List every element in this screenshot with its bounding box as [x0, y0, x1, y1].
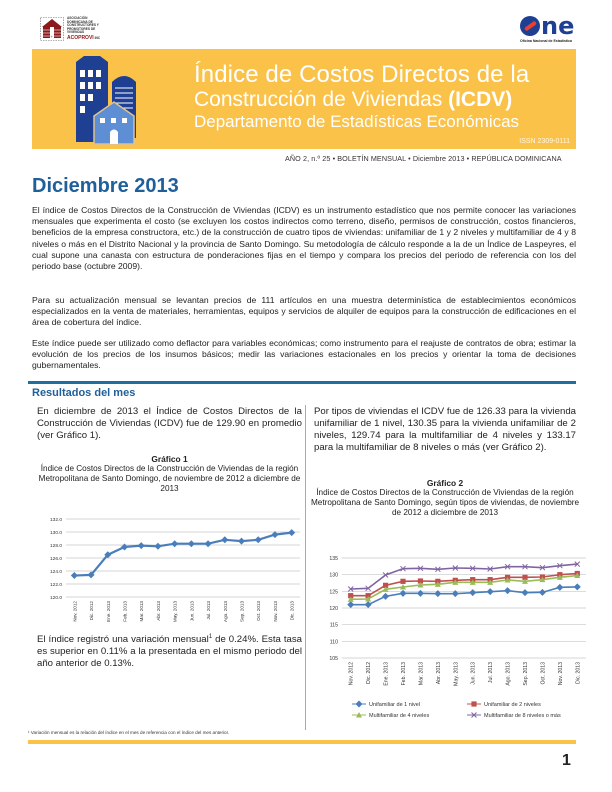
- footnote: ¹ Variación mensual es la relación del índice en el mes de referencia con el índice del mes anterior.: [28, 730, 230, 735]
- svg-text:120: 120: [329, 606, 338, 612]
- svg-text:Mar. 2013: Mar. 2013: [418, 662, 425, 686]
- svg-text:Abr. 2013: Abr. 2013: [155, 601, 161, 621]
- svg-text:Unifamiliar de 2 niveles: Unifamiliar de 2 niveles: [484, 702, 541, 708]
- svg-text:Dic. 2012: Dic. 2012: [366, 662, 373, 684]
- svg-text:+: +: [50, 34, 53, 39]
- acoprovi-house-icon: [40, 17, 64, 41]
- figure1-subtitle: Índice de Costos Directos de la Construcción de Viviendas de la región Metropolitana de Santo Domingo, de noviembre de 2012 a diciembre de 2013: [38, 464, 301, 493]
- svg-text:130: 130: [329, 572, 338, 579]
- department-title: Departamento de Estadísticas Económicas: [194, 112, 520, 131]
- svg-text:122.0: 122.0: [49, 583, 62, 588]
- one-logo: [520, 14, 600, 50]
- methodology-paragraph: Para su actualización mensual se levantan precios de 111 artículos en una muestra determinística de establecimientos económicos especializados en la venta de materiales, herramientas, equipos y servicios de alquiler de equipos para la construcción de edificaciones en el área de cobertura del índice.: [32, 295, 576, 328]
- svg-text:115: 115: [329, 622, 338, 629]
- svg-text:Dic. 2012: Dic. 2012: [89, 601, 95, 621]
- svg-text:Nov. 2012: Nov. 2012: [348, 662, 355, 686]
- usage-paragraph: Este índice puede ser utilizado como deflactor para variables económicas; como instrumento para el reajuste de contratos de obra; estimar la evolución de los precios de los insumos básicos; medir las variaciones estacionales en los precios y orientar la toma de decisiones gubernamentales.: [32, 338, 576, 371]
- svg-text:124.0: 124.0: [49, 570, 62, 575]
- acoprovi-suffix: INC: [94, 35, 101, 40]
- svg-text:Feb. 2013: Feb. 2013: [122, 601, 128, 622]
- svg-text:Multifamiliar de 8 niveles o m: Multifamiliar de 8 niveles o más: [484, 713, 561, 719]
- section-divider: [28, 381, 576, 384]
- figure2-title: Gráfico 2: [426, 478, 464, 488]
- svg-text:126.0: 126.0: [49, 557, 62, 562]
- footer-bar: [28, 740, 576, 744]
- svg-text:Jul. 2013: Jul. 2013: [488, 662, 495, 684]
- svg-text:Sep. 2013: Sep. 2013: [239, 601, 245, 622]
- svg-text:Abr. 2013: Abr. 2013: [435, 662, 442, 685]
- results-heading: Resultados del mes: [32, 387, 136, 399]
- page-number: 1: [562, 752, 571, 769]
- figure2-subtitle: Índice de Costos Directos de la Construcción de Viviendas de la región Metropolitana de Santo Domingo, según tipos de viviendas, de noviembre de 2012 a diciembre de 2013: [310, 488, 580, 517]
- svg-text:Oct. 2013: Oct. 2013: [540, 662, 547, 685]
- svg-text:Ago. 2013: Ago. 2013: [222, 601, 228, 622]
- acoprovi-name: ASOCIACIÓN DOMINICANA DE CONSTRUCTORES Y PROMOTORES DE VIVIENDAS: [67, 16, 99, 35]
- svg-text:Sep. 2013: Sep. 2013: [523, 662, 529, 686]
- acoprovi-brand: ACOPROVI: [67, 34, 94, 41]
- title-acronym: (ICDV): [448, 88, 513, 111]
- title-line-2-text: Construcción de Viviendas: [194, 88, 443, 111]
- svg-text:Nov. 2013: Nov. 2013: [557, 662, 564, 686]
- variation-text-b: de 0.24%. Esta tasa es superior en 0.11% a la presentada en el mismo periodo del año anterior de 0.13%.: [37, 634, 302, 670]
- svg-text:May. 2013: May. 2013: [453, 662, 460, 686]
- svg-text:Ene. 2013: Ene. 2013: [105, 601, 111, 622]
- svg-text:135: 135: [329, 556, 338, 562]
- chart-icdv-by-type: [329, 540, 590, 719]
- svg-text:Jul. 2013: Jul. 2013: [206, 601, 212, 620]
- svg-text:Ago. 2013: Ago. 2013: [505, 662, 512, 686]
- svg-text:Jun. 2013: Jun. 2013: [470, 662, 477, 685]
- svg-text:120.0: 120.0: [49, 596, 62, 601]
- results-left-text: En diciembre de 2013 el Índice de Costos Directos de la Construcción de Viviendas (ICDV) fue de 129.90 en promedio (ver Gráfico 1).: [37, 406, 302, 441]
- svg-text:130.0: 130.0: [49, 531, 62, 536]
- svg-text:Mar. 2013: Mar. 2013: [139, 601, 145, 622]
- one-logo-text: ne: [541, 12, 575, 40]
- svg-text:Dic. 2013: Dic. 2013: [575, 662, 582, 684]
- svg-text:Dic. 2013: Dic. 2013: [289, 601, 295, 621]
- results-right-text: Por tipos de viviendas el ICDV fue de 126.33 para la vivienda unifamiliar de 1 nivel, 130.35 para la vivienda unifamiliar de 2 niveles, 129.74 para la multifamiliar de 4 niveles y 133.17 para la multifamiliar de 8 niveles o más (ver Gráfico 2).: [314, 406, 576, 453]
- svg-text:Multifamiliar de 4 niveles: Multifamiliar de 4 niveles: [369, 713, 430, 719]
- footnote-ref: 1: [208, 634, 213, 640]
- svg-text:125: 125: [329, 589, 338, 596]
- svg-text:110: 110: [329, 639, 338, 646]
- title-line-2: [194, 89, 512, 111]
- intro-paragraph: El índice de Costos Directos de la Construcción de Viviendas (ICDV) es un instrumento estadístico que nos permite conocer las variaciones mensuales que experimenta el costo (se excluyen los costos indirectos como terreno, diseño, permisos de construcción, costos financieros, beneficios de la empresa constructora, etc.) de la construcción de cuatro tipos de viviendas: unifamiliar de 1 y 2 niveles y multifamiliar de 4 y 8 niveles o más en el Distrito Nacional y la provincia de Santo Domingo. Su metodología de cálculo responde a la de un Índice de Laspeyres, el cual supone una canasta con estructura de ponderaciones fijas en el tiempo y compara los precios del periodo de referencia con los del periodo base (octubre 2009).: [32, 205, 576, 272]
- month-title: Diciembre 2013: [32, 175, 179, 197]
- svg-text:May. 2013: May. 2013: [172, 601, 178, 623]
- svg-text:128.0: 128.0: [49, 544, 62, 549]
- one-logo-subtitle: Oficina Nacional de Estadística: [520, 39, 572, 43]
- figure1-title: Gráfico 1: [151, 454, 188, 464]
- svg-text:Ene. 2013: Ene. 2013: [383, 662, 390, 686]
- svg-text:Jun. 2013: Jun. 2013: [189, 601, 195, 622]
- figure1-header: [37, 454, 302, 494]
- svg-text:Unifamiliar de 1 nivel: Unifamiliar de 1 nivel: [369, 702, 421, 708]
- issn: ISSN 2309-0111: [519, 138, 570, 145]
- monthly-variation-text: [37, 631, 302, 670]
- issue-line: AÑO 2, n.º 25 • BOLETÍN MENSUAL • Diciembre 2013 • REPÚBLICA DOMINICANA: [285, 154, 562, 163]
- svg-text:105: 105: [329, 656, 338, 662]
- svg-text:Nov. 2013: Nov. 2013: [272, 601, 278, 622]
- one-logo-o-icon: [520, 16, 540, 36]
- title-line-1: Índice de Costos Directos de la: [194, 61, 530, 88]
- column-separator: [305, 405, 306, 730]
- svg-text:Feb. 2013: Feb. 2013: [401, 662, 407, 686]
- variation-text-a: El índice registró una variación mensual: [37, 634, 209, 646]
- acoprovi-logo: [40, 17, 120, 45]
- chart-icdv-total: [40, 505, 302, 625]
- svg-text:Nov. 2012: Nov. 2012: [72, 601, 78, 622]
- svg-text:Oct. 2013: Oct. 2013: [256, 601, 262, 621]
- svg-text:132.0: 132.0: [49, 518, 62, 523]
- buildings-illustration-icon: [72, 52, 168, 146]
- figure2-header: [310, 478, 580, 518]
